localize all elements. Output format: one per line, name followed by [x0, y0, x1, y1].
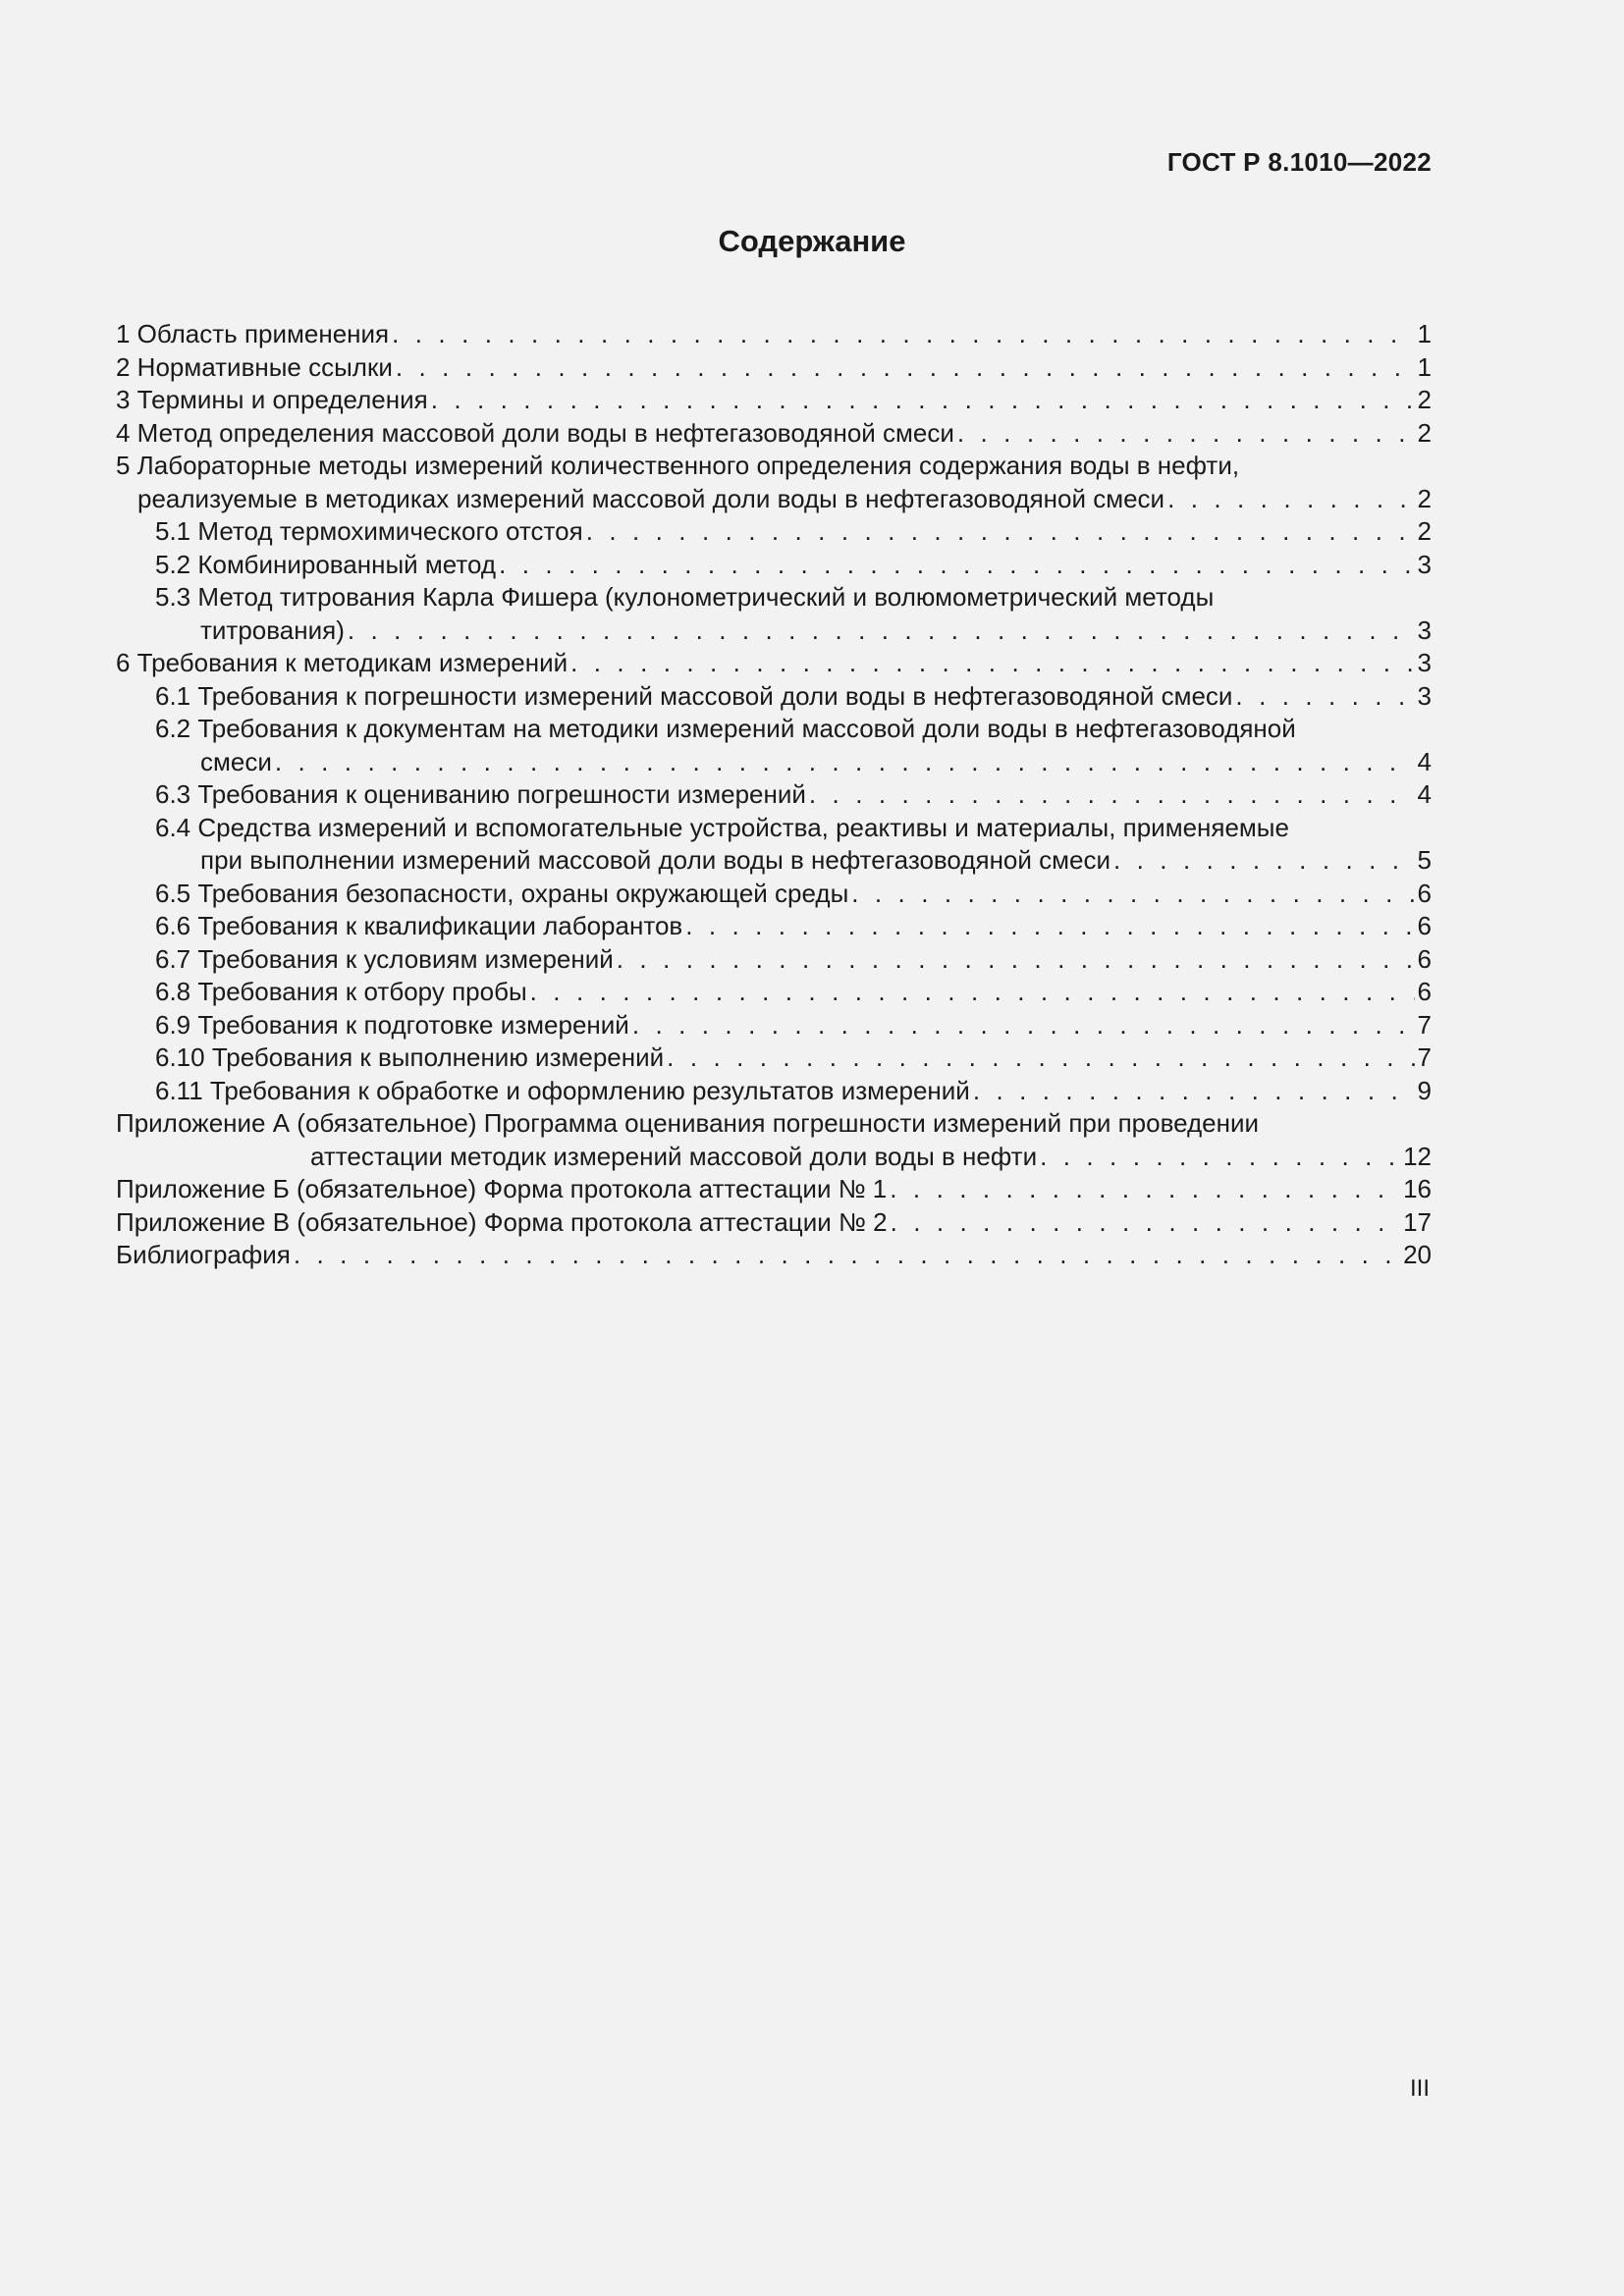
dot-leader: [1040, 1141, 1400, 1174]
toc-entry-page: 6: [1417, 977, 1432, 1006]
toc-entry[interactable]: [116, 878, 1432, 911]
dot-leader: [530, 976, 1415, 1009]
dot-leader: [973, 1075, 1415, 1108]
dot-leader: [890, 1173, 1400, 1206]
toc-entry-title: 6.10 Требования к выполнению измерений: [155, 1042, 665, 1072]
toc-entry-page: 5: [1417, 845, 1432, 875]
dot-leader: [586, 515, 1415, 549]
dot-leader: [891, 1206, 1401, 1240]
toc-entry-title: 6.3 Требования к оцениванию погрешности измерений: [155, 779, 806, 809]
toc-entry[interactable]: [116, 549, 1432, 582]
toc-entry[interactable]: [116, 384, 1432, 417]
dot-leader: [499, 549, 1414, 582]
toc-entry-title: 6.11 Требования к обработке и оформлению результатов измерений: [155, 1075, 970, 1105]
toc-entry[interactable]: [116, 450, 1432, 515]
dot-leader: [431, 384, 1415, 417]
toc-entry[interactable]: [116, 1239, 1432, 1272]
toc-entry-page: 7: [1417, 1009, 1432, 1040]
toc-entry-title-line2: аттестации методик измерений массовой доли воды в нефти: [310, 1141, 1038, 1171]
dot-leader: [685, 910, 1414, 943]
toc-entry[interactable]: [116, 351, 1432, 385]
toc-entry[interactable]: [116, 812, 1432, 878]
toc-entry-title: 6.7 Требования к условиям измерений: [155, 943, 614, 974]
toc-entry[interactable]: [116, 943, 1432, 977]
toc-entry-title: 6.1 Требования к погрешности измерений массовой доли воды в нефтегазоводяной смеси: [155, 680, 1233, 711]
dot-leader: [1167, 483, 1414, 516]
toc-entry-title: 1 Область применения: [116, 319, 390, 348]
toc-entry-page: 3: [1417, 549, 1432, 579]
dot-leader: [294, 1239, 1400, 1272]
toc-entry[interactable]: [116, 1206, 1432, 1240]
toc-entry[interactable]: [116, 713, 1432, 778]
toc-entry[interactable]: [116, 318, 1432, 351]
toc-entry-page: 16: [1403, 1174, 1432, 1203]
toc-entry-title-line2: реализуемые в методиках измерений массовой доли воды в нефтегазоводяной смеси: [137, 483, 1165, 513]
dot-leader: [809, 778, 1415, 812]
dot-leader: [851, 878, 1414, 911]
dot-leader: [957, 417, 1415, 451]
toc-entry-page: 4: [1417, 779, 1432, 809]
dot-leader: [275, 746, 1415, 779]
toc-entry-title: Приложение Б (обязательное) Форма протокола аттестации № 1: [116, 1174, 888, 1203]
toc-entry-title-line1: 5.3 Метод титрования Карла Фишера (кулонометрический и волюмометрический методы: [155, 582, 1215, 612]
toc-entry-title-line1: 6.2 Требования к документам на методики измерений массовой доли воды в нефтегазоводяной: [155, 714, 1296, 743]
dot-leader: [348, 614, 1415, 648]
toc-entry-page: 1: [1417, 319, 1432, 348]
toc-entry-title: Библиография: [116, 1240, 291, 1269]
toc-entry-title: 3 Термины и определения: [116, 385, 428, 414]
toc-entry[interactable]: [116, 910, 1432, 943]
toc-entry-title-line2: при выполнении измерений массовой доли воды в нефтегазоводяной смеси: [200, 845, 1110, 875]
toc-entry-title: 5.1 Метод термохимического отстоя: [155, 516, 583, 546]
toc-entry-page: 6: [1417, 911, 1432, 940]
toc-entry-page: 6: [1417, 878, 1432, 908]
toc-entry-page: 20: [1403, 1240, 1432, 1269]
toc-entry-title-line1: Приложение А (обязательное) Программа оценивания погрешности измерений при проведении: [116, 1108, 1260, 1138]
toc-entry-page: 2: [1417, 516, 1432, 546]
toc-entry-page: 2: [1417, 483, 1432, 513]
toc-entry[interactable]: [116, 581, 1432, 647]
document-code: ГОСТ Р 8.1010—2022: [1166, 147, 1432, 177]
toc-entry-page: 4: [1417, 746, 1432, 776]
page-number: III: [1409, 2075, 1430, 2102]
toc-entry[interactable]: [116, 515, 1432, 549]
toc-entry-title: 6.5 Требования безопасности, охраны окружающей среды: [155, 878, 849, 908]
toc-entry-page: 17: [1403, 1206, 1432, 1237]
toc-entry-title: 6.8 Требования к отбору пробы: [155, 977, 527, 1006]
toc-entry[interactable]: [116, 1173, 1432, 1206]
dot-leader: [1235, 680, 1414, 714]
toc-entry-title-line1: 6.4 Средства измерений и вспомогательные устройства, реактивы и материалы, применяемые: [155, 812, 1289, 842]
toc-entry-page: 3: [1417, 614, 1432, 645]
dot-leader: [392, 318, 1414, 351]
toc-entry[interactable]: [116, 417, 1432, 451]
toc-entry-page: 2: [1417, 417, 1432, 448]
dot-leader: [396, 351, 1415, 385]
page-title: Содержание: [718, 224, 906, 258]
toc-entry-title: Приложение В (обязательное) Форма протокола аттестации № 2: [116, 1206, 888, 1237]
toc-entry-page: 7: [1417, 1042, 1432, 1072]
toc-entry[interactable]: [116, 1041, 1432, 1075]
toc-entry-title: 5.2 Комбинированный метод: [155, 549, 497, 579]
toc-entry[interactable]: [116, 647, 1432, 680]
toc-entry-title: 2 Нормативные ссылки: [116, 351, 393, 382]
toc-entry[interactable]: [116, 680, 1432, 714]
toc-entry-page: 12: [1403, 1141, 1432, 1171]
toc-entry-page: 1: [1417, 351, 1432, 382]
toc-entry-title: 4 Метод определения массовой доли воды в нефтегазоводяной смеси: [116, 417, 954, 448]
dot-leader: [632, 1009, 1415, 1042]
toc-entry-title: 6 Требования к методикам измерений: [116, 648, 568, 677]
toc-entry[interactable]: [116, 1009, 1432, 1042]
dot-leader: [1113, 844, 1415, 878]
toc-entry-title: 6.9 Требования к подготовке измерений: [155, 1009, 629, 1040]
toc-entry[interactable]: [116, 1075, 1432, 1108]
table-of-contents: [116, 318, 1432, 1272]
toc-entry-title: 6.6 Требования к квалификации лаборантов: [155, 911, 683, 940]
toc-entry-title-line2: смеси: [200, 746, 272, 776]
toc-entry[interactable]: [116, 1107, 1432, 1173]
toc-entry-page: 6: [1417, 943, 1432, 974]
toc-entry-title-line1: 5 Лабораторные методы измерений количественного определения содержания воды в нефти,: [116, 451, 1240, 480]
dot-leader: [570, 647, 1414, 680]
toc-entry-title-line2: титрования): [200, 614, 345, 645]
dot-leader: [667, 1041, 1414, 1075]
toc-entry[interactable]: [116, 778, 1432, 812]
dot-leader: [617, 943, 1415, 977]
toc-entry-page: 3: [1417, 680, 1432, 711]
toc-entry[interactable]: [116, 976, 1432, 1009]
toc-entry-page: 9: [1417, 1075, 1432, 1105]
toc-entry-page: 2: [1417, 385, 1432, 414]
toc-entry-page: 3: [1417, 648, 1432, 677]
